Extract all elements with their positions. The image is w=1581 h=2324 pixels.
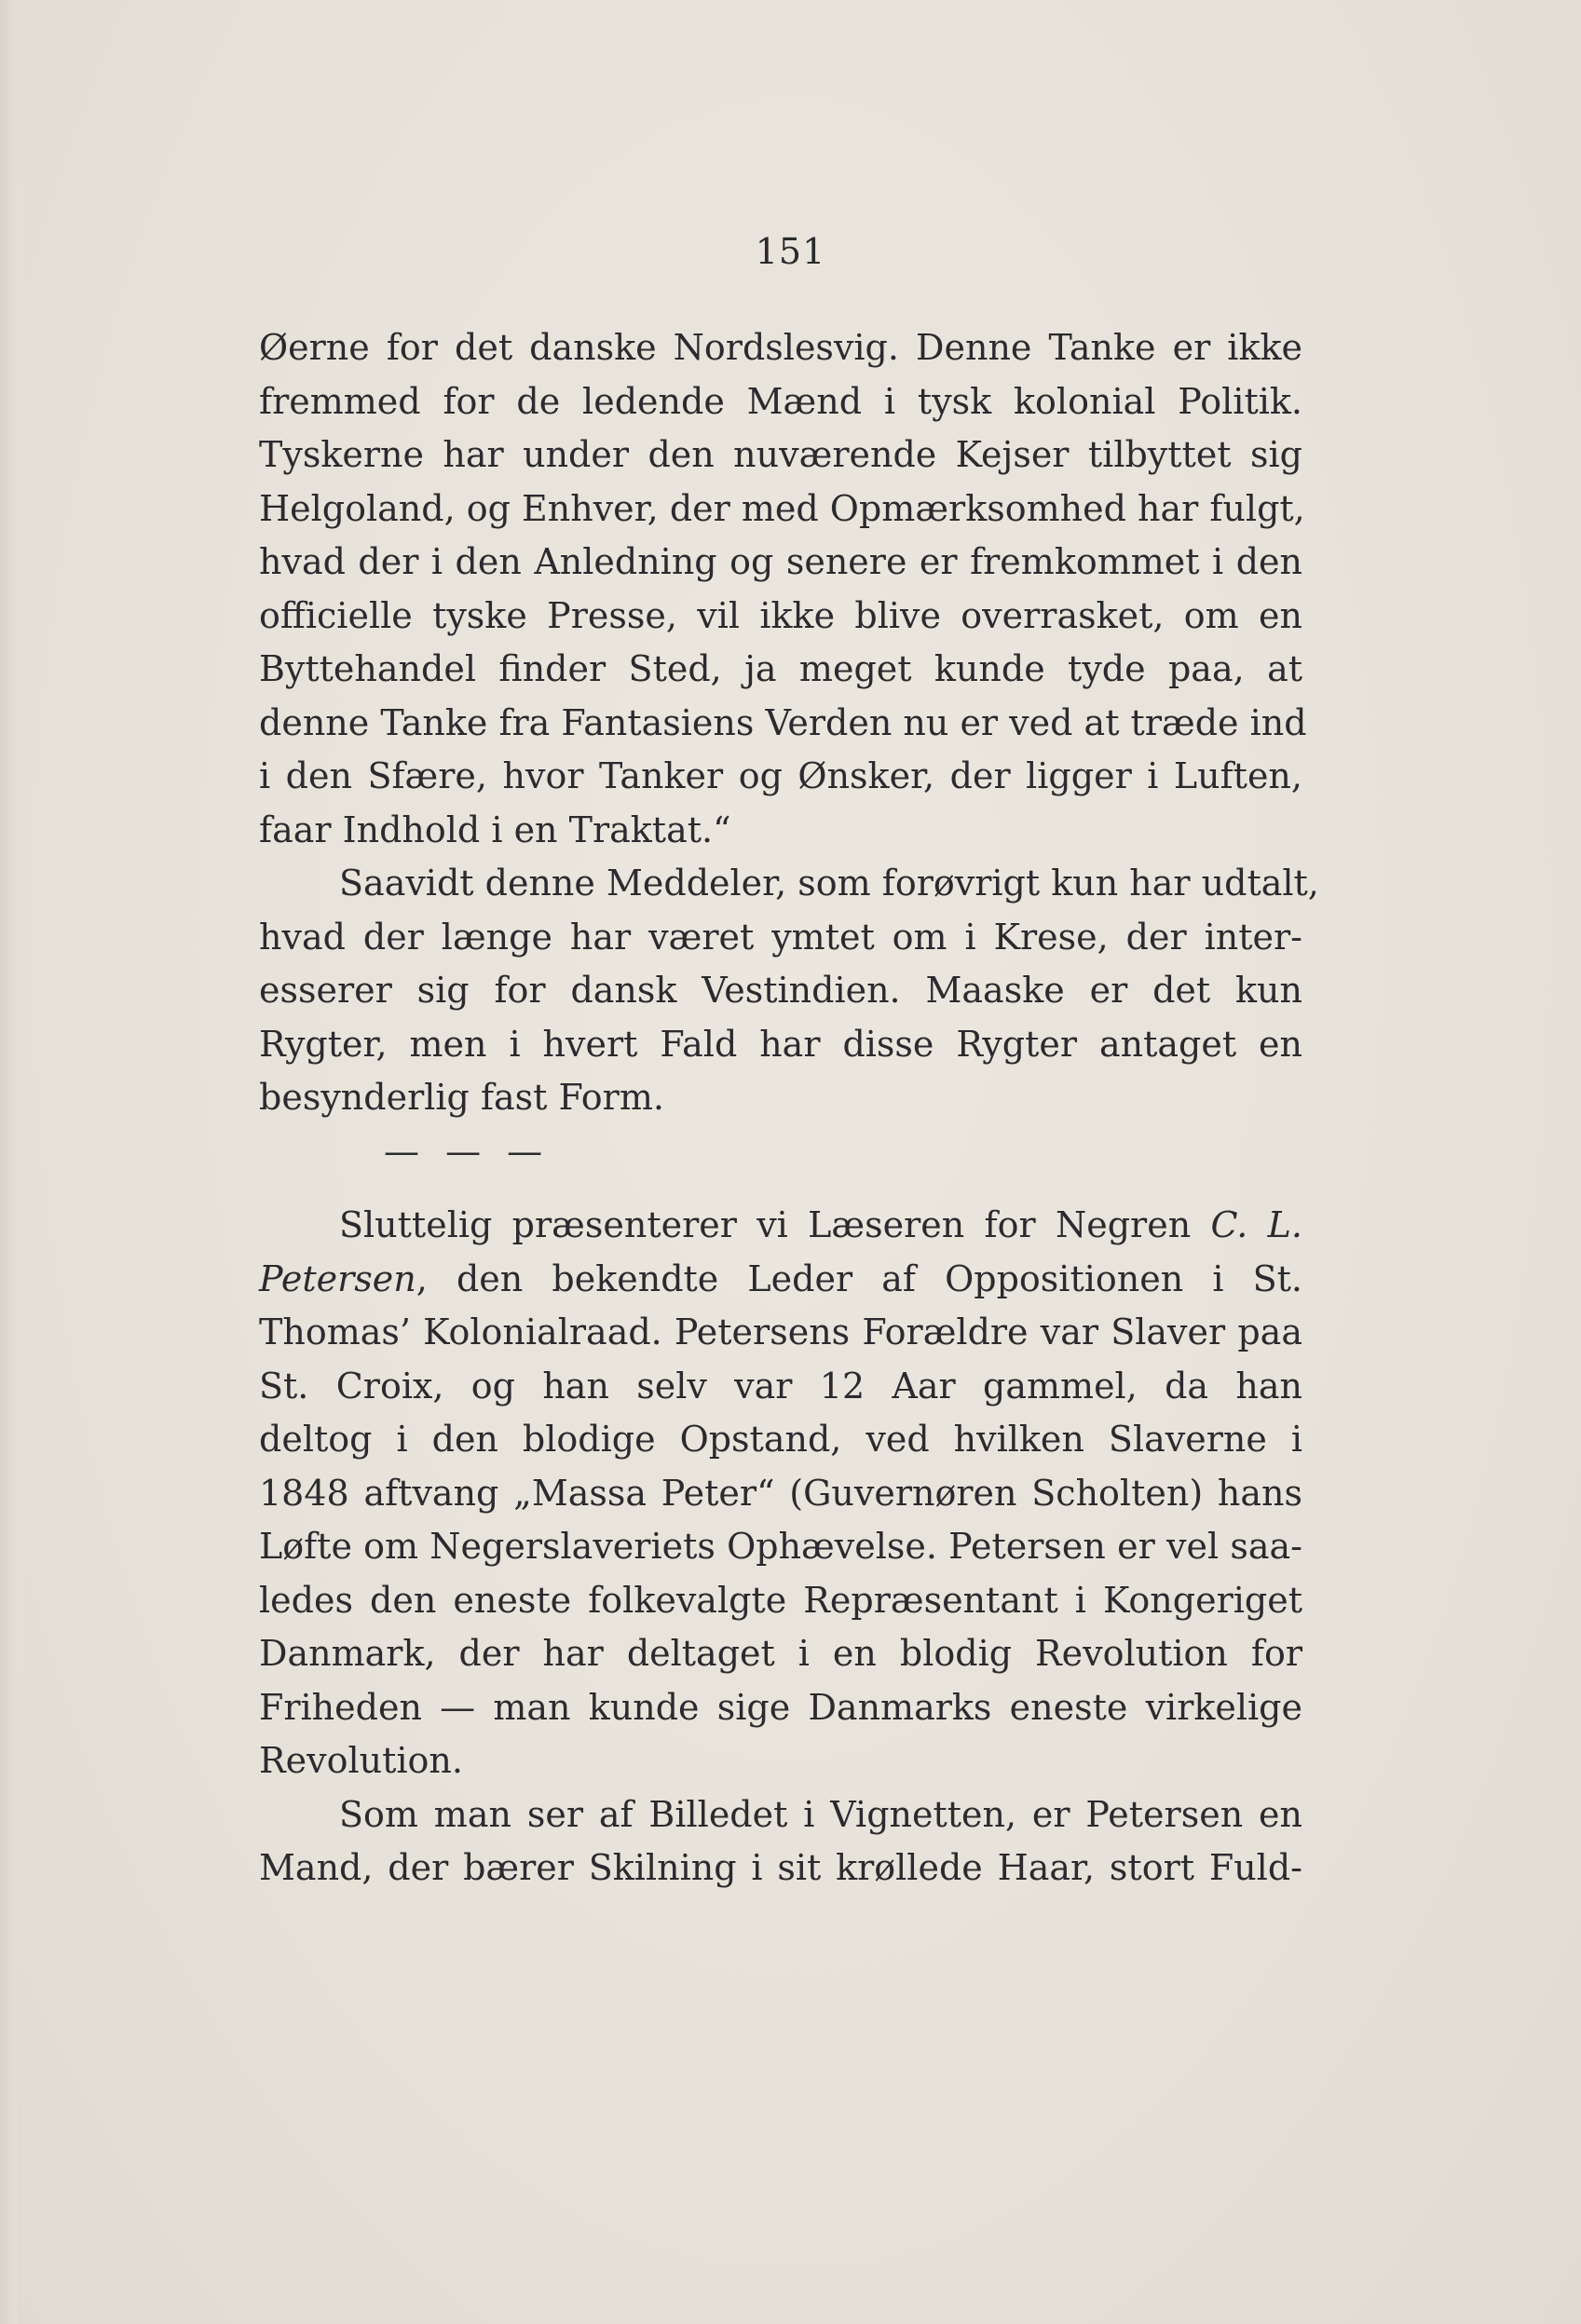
initial-c: C. <box>1210 1204 1248 1245</box>
text-line: Tyskerne har under den nuværende Kejser tilbyttet sig <box>259 434 1302 475</box>
text-line: Danmark, der har deltaget i en blodig Revolution for <box>259 1633 1302 1674</box>
section-separator: — — — <box>384 1130 551 1172</box>
text-line: Friheden — man kunde sige Danmarks eneste virkelige <box>259 1686 1302 1728</box>
name-petersen: Petersen <box>259 1257 416 1299</box>
text-line: Mand, der bærer Skilning i sit krøllede Haar, stort Fuld- <box>259 1847 1302 1888</box>
text-line: besynderlig fast Form. <box>259 1077 664 1118</box>
paragraph-4 <box>259 1788 1302 1896</box>
text-line <box>259 1253 1302 1307</box>
text-line: St. Croix, og han selv var 12 Aar gammel, da han <box>259 1365 1302 1407</box>
body-text <box>259 321 1319 1896</box>
paragraph-1 <box>259 321 1307 857</box>
paragraph-2 <box>259 857 1319 1125</box>
text-line: Saavidt denne Meddeler, som forøvrigt kun har udtalt, <box>339 863 1319 904</box>
text-line: Helgoland, og Enhver, der med Opmærksomhed har fulgt, <box>259 487 1305 529</box>
text-line: denne Tanke fra Fantasiens Verden nu er ved at træde ind <box>259 701 1307 743</box>
paragraph-3 <box>259 1199 1302 1788</box>
page-number: 151 <box>755 231 826 272</box>
text-line: i den Sfære, hvor Tanker og Ønsker, der ligger i Luften, <box>259 755 1302 796</box>
text-line: deltog i den blodige Opstand, ved hvilken Slaverne i <box>259 1419 1302 1460</box>
spacer <box>259 1178 1302 1199</box>
text-line: hvad der i den Anledning og senere er fremkommet i den <box>259 541 1302 582</box>
text-line: Rygter, men i hvert Fald har disse Rygter antaget en <box>259 1023 1302 1065</box>
text-line: Øerne for det danske Nordslesvig. Denne Tanke er ikke <box>259 327 1302 368</box>
text-line: Thomas’ Kolonialraad. Petersens Forældre var Slaver paa <box>259 1311 1302 1352</box>
text-line: esserer sig for dansk Vestindien. Maaske er det kun <box>259 970 1302 1011</box>
text-run: , den bekendte Leder af Oppositionen i St. <box>416 1257 1302 1299</box>
text-line: Løfte om Negerslaveriets Ophævelse. Petersen er vel saa- <box>259 1526 1302 1567</box>
text-line: Revolution. <box>259 1740 463 1781</box>
text-line: ledes den eneste folkevalgte Repræsentant i Kongeriget <box>259 1579 1302 1621</box>
text-line: fremmed for de ledende Mænd i tysk kolonial Politik. <box>259 380 1302 422</box>
initial-l: L. <box>1267 1204 1302 1245</box>
page-edge <box>0 0 17 2324</box>
text-line <box>259 1199 1302 1253</box>
text-line: 1848 aftvang „Massa Peter“ (Guvernøren Scholten) hans <box>259 1472 1302 1514</box>
text-line: faar Indhold i en Traktat.“ <box>259 809 731 850</box>
text-line: hvad der længe har været ymtet om i Krese, der inter- <box>259 916 1302 958</box>
text-line: officielle tyske Presse, vil ikke blive overrasket, om en <box>259 594 1302 636</box>
text-run: Sluttelig præsenterer vi Læseren for Negren <box>339 1204 1192 1245</box>
text-line: Byttehandel finder Sted, ja meget kunde tyde paa, at <box>259 648 1302 689</box>
text-line: Som man ser af Billedet i Vignetten, er Petersen en <box>339 1793 1302 1835</box>
